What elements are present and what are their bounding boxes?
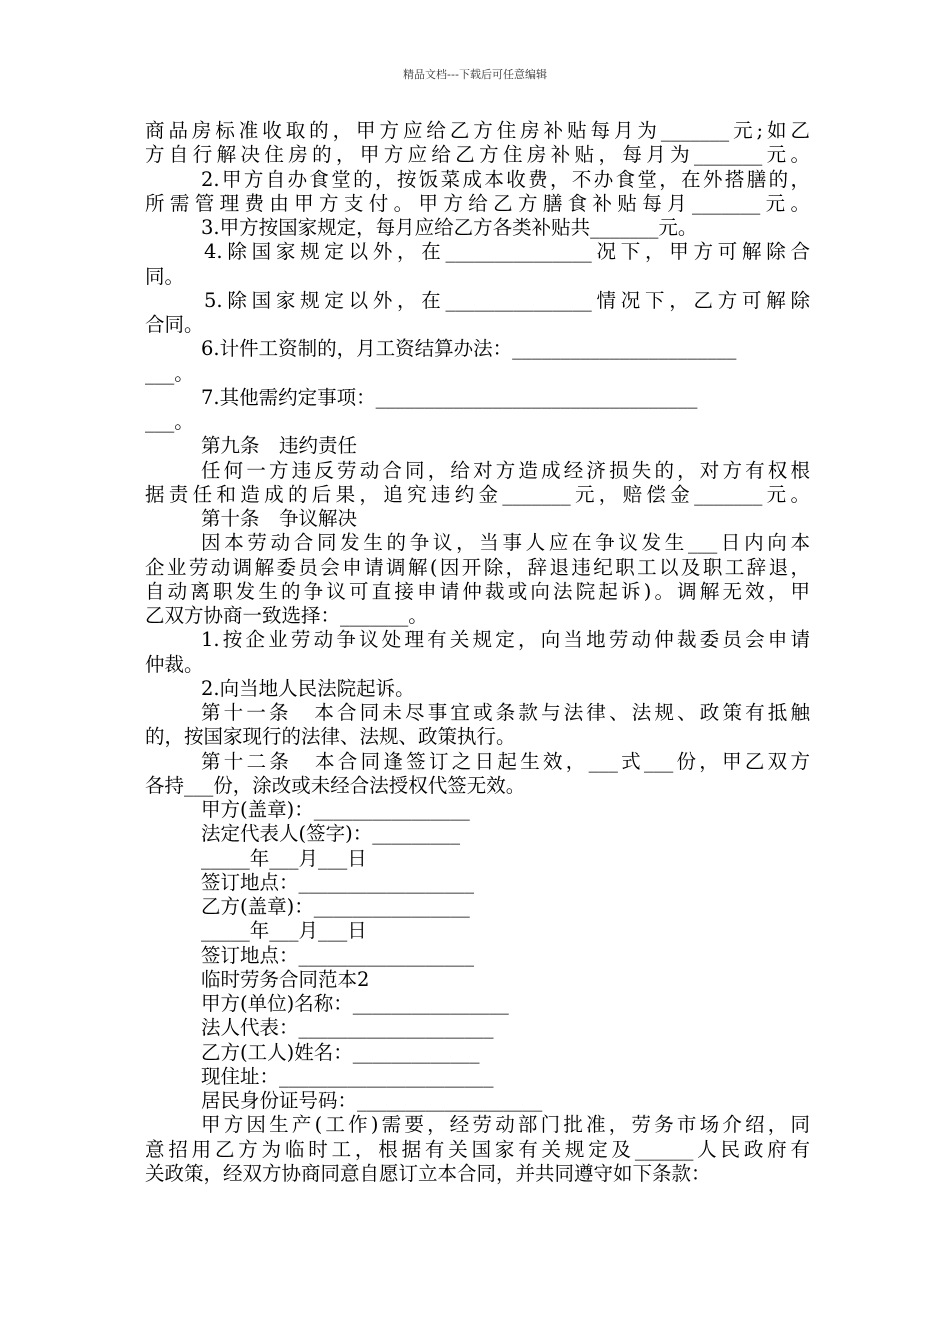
date-field: _____年___月___日	[201, 919, 367, 943]
text-line: 因本劳动合同发生的争议，当事人应在争议发生___日内向本	[201, 531, 810, 555]
text-line: 任何一方违反劳动合同，给对方造成经济损失的，对方有权根	[201, 458, 810, 482]
text-line: 4.除国家规定以外，在_______________况下，甲方可解除合	[204, 240, 810, 264]
form-field: 乙方(工人)姓名：_____________	[201, 1040, 480, 1064]
text-line: 自动离职发生的争议可直接申请仲裁或向法院起诉)。调解无效，甲	[145, 579, 810, 603]
section-title: 临时劳务合同范本2	[201, 967, 370, 991]
text-line: 各持___份，涂改或未经合法授权代签无效。	[145, 773, 526, 797]
text-line: 3.甲方按国家规定，每月应给乙方各类补贴共_______元。	[201, 216, 698, 239]
text-line: 7.其他需约定事项：_________________________________	[201, 385, 698, 409]
text-line: 甲方因生产(工作)需要，经劳动部门批准，劳务市场介绍，同	[201, 1113, 810, 1137]
signing-place-field: 签订地点：__________________	[201, 943, 475, 967]
text-line: ___。	[145, 410, 194, 433]
text-line: 商品房标准收取的，甲方应给乙方住房补贴每月为_______元;如乙	[145, 119, 810, 142]
text-line: 第十二条 本合同逢签订之日起生效，___式___份，甲乙双方	[201, 749, 810, 773]
document-body	[145, 119, 810, 1186]
text-line: 关政策，经双方协商同意自愿订立本合同，并共同遵守如下条款：	[145, 1161, 711, 1185]
date-field: _____年___月___日	[201, 846, 367, 870]
text-line: 2.甲方自办食堂的，按饭菜成本收费，不办食堂，在外搭膳的，	[201, 167, 810, 191]
page-header: 精品文档---下载后可任意编辑	[403, 68, 547, 81]
text-line: 6.计件工资制的，月工资结算办法：_______________________	[201, 337, 737, 361]
text-line: 同。	[145, 264, 185, 288]
signature-field-party-b: 乙方(盖章)：________________	[201, 895, 470, 918]
signing-place-field: 签订地点：__________________	[201, 870, 475, 894]
signature-field-legal-rep: 法定代表人(签字)：_________	[201, 822, 460, 846]
signature-field-party-a: 甲方(盖章)：________________	[201, 798, 470, 821]
text-line: 所需管理费由甲方支付。甲方给乙方膳食补贴每月_______元。	[145, 191, 810, 215]
text-line: 第十一条 本合同未尽事宜或条款与法律、法规、政策有抵触	[201, 701, 810, 724]
text-line: 的，按国家现行的法律、法规、政策执行。	[145, 725, 516, 749]
text-line: ___。	[145, 361, 194, 385]
form-field: 法人代表：____________________	[201, 1016, 494, 1040]
section-heading: 第十条 争议解决	[201, 507, 358, 530]
text-line: 据责任和造成的后果，追究违约金_______元，赔偿金_______元。	[145, 482, 810, 506]
text-line: 2.向当地人民法院起诉。	[201, 676, 415, 700]
text-line: 乙双方协商一致选择：_______。	[145, 604, 428, 627]
form-field: 居民身份证号码：___________________	[201, 1089, 543, 1112]
text-line: 1.按企业劳动争议处理有关规定，向当地劳动仲裁委员会申请	[201, 628, 810, 652]
text-line: 仲裁。	[145, 652, 204, 676]
form-field: 现住址：______________________	[201, 1064, 494, 1088]
text-line: 方自行解决住房的，甲方应给乙方住房补贴，每月为_______元。	[145, 143, 810, 167]
text-line: 意招用乙方为临时工，根据有关国家有关规定及______人民政府有	[145, 1137, 810, 1161]
text-line: 5.除国家规定以外，在_______________情况下，乙方可解除	[204, 288, 810, 312]
text-line: 合同。	[145, 313, 204, 336]
section-heading: 第九条 违约责任	[201, 434, 358, 458]
text-line: 企业劳动调解委员会申请调解(因开除，辞退违纪职工以及职工辞退，	[145, 555, 810, 579]
form-field: 甲方(单位)名称：________________	[201, 992, 509, 1015]
